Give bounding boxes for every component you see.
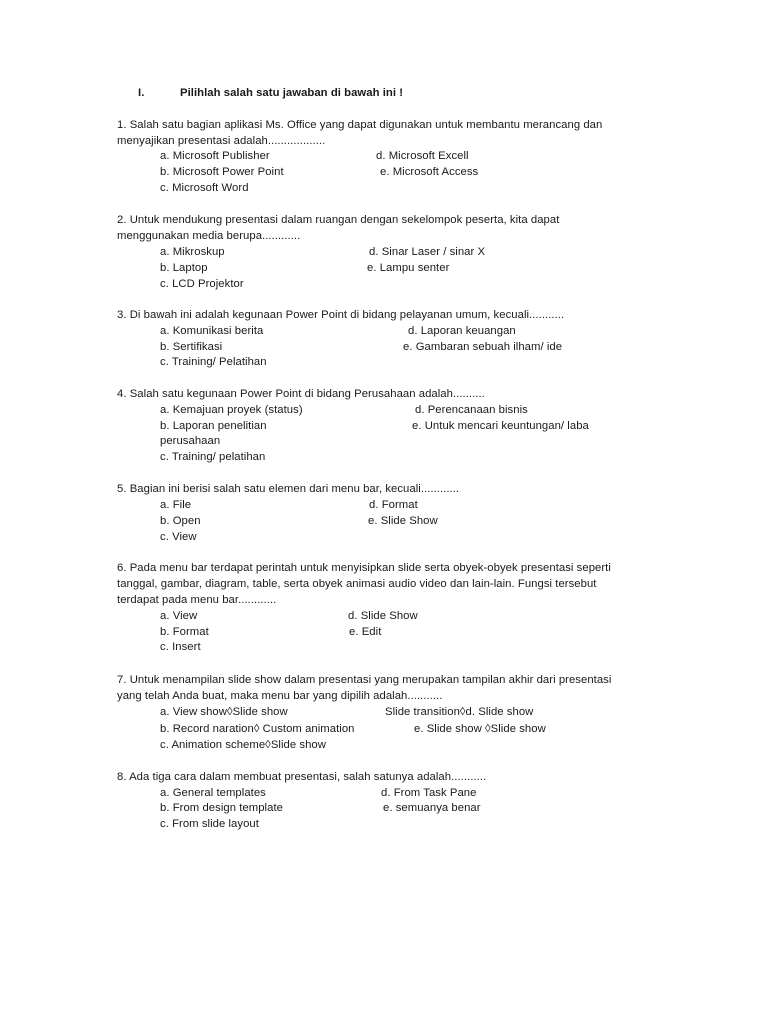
question-text: 6. Pada menu bar terdapat perintah untuk menyisipkan slide serta obyek-obyek presentasi seperti: [117, 562, 611, 574]
option-a: a. Microsoft Publisher: [160, 150, 270, 162]
option-a: a. View show◊Slide show: [160, 706, 288, 718]
question-text: 3. Di bawah ini adalah kegunaan Power Point di bidang pelayanan umum, kecuali...........: [117, 309, 565, 321]
option-d: d. Perencanaan bisnis: [415, 404, 528, 416]
option-c: c. Training/ pelatihan: [160, 451, 266, 463]
option-b: b. Open: [160, 515, 201, 527]
question-text: menyajikan presentasi adalah..................: [117, 135, 326, 147]
question-text: 1. Salah satu bagian aplikasi Ms. Office yang dapat digunakan untuk membantu merancang dan: [117, 119, 603, 131]
option-e: e. semuanya benar: [383, 802, 481, 814]
question-text: 7. Untuk menampilan slide show dalam presentasi yang merupakan tampilan akhir dari presentasi: [117, 674, 612, 686]
option-e: e. Edit: [349, 626, 382, 638]
option-a: a. Komunikasi berita: [160, 325, 264, 337]
option-a: a. View: [160, 610, 198, 622]
option-b: b. Laptop: [160, 262, 208, 274]
option-c: c. Animation scheme◊Slide show: [160, 739, 326, 751]
question-text: 2. Untuk mendukung presentasi dalam ruangan dengan sekelompok peserta, kita dapat: [117, 214, 560, 226]
option-c: c. Microsoft Word: [160, 182, 249, 194]
option-e: e. Slide Show: [368, 515, 438, 527]
question-text: yang telah Anda buat, maka menu bar yang dipilih adalah...........: [117, 690, 443, 702]
option-a: a. Mikroskup: [160, 246, 225, 258]
option-d: d. From Task Pane: [381, 787, 477, 799]
option-c: c. Training/ Pelatihan: [160, 356, 267, 368]
question-text: terdapat pada menu bar............: [117, 594, 277, 606]
option-b: b. Microsoft Power Point: [160, 166, 284, 178]
question-text: 4. Salah satu kegunaan Power Point di bidang Perusahaan adalah..........: [117, 388, 485, 400]
option-b: b. Format: [160, 626, 209, 638]
option-c: c. Insert: [160, 641, 201, 653]
option-a: a. File: [160, 499, 192, 511]
option-d: d. Sinar Laser / sinar X: [369, 246, 486, 258]
option-b-wrap: perusahaan: [160, 435, 221, 447]
option-d: d. Laporan keuangan: [408, 325, 516, 337]
option-a: a. Kemajuan proyek (status): [160, 404, 303, 416]
option-c: c. View: [160, 531, 197, 543]
option-d: Slide transition◊d. Slide show: [385, 706, 534, 718]
option-b: b. From design template: [160, 802, 283, 814]
option-d: d. Microsoft Excell: [376, 150, 469, 162]
option-b: b. Record naration◊ Custom animation: [160, 723, 355, 735]
question-text: 5. Bagian ini berisi salah satu elemen dari menu bar, kecuali............: [117, 483, 460, 495]
question-text: menggunakan media berupa............: [117, 230, 301, 242]
option-a: a. General templates: [160, 787, 266, 799]
option-e: e. Microsoft Access: [380, 166, 479, 178]
option-b: b. Sertifikasi: [160, 341, 223, 353]
option-d: d. Slide Show: [348, 610, 418, 622]
option-e: e. Gambaran sebuah ilham/ ide: [403, 341, 563, 353]
option-e: e. Untuk mencari keuntungan/ laba: [412, 420, 589, 432]
question-text: 8. Ada tiga cara dalam membuat presentasi, salah satunya adalah...........: [117, 771, 487, 783]
option-e: e. Lampu senter: [367, 262, 450, 274]
option-c: c. LCD Projektor: [160, 278, 244, 290]
option-e: e. Slide show ◊Slide show: [414, 723, 546, 735]
section-instruction: Pilihlah salah satu jawaban di bawah ini !: [180, 87, 404, 99]
option-d: d. Format: [369, 499, 418, 511]
option-b: b. Laporan penelitian: [160, 420, 267, 432]
option-c: c. From slide layout: [160, 818, 259, 830]
section-numeral: I.: [138, 87, 145, 99]
question-text: tanggal, gambar, diagram, table, serta obyek animasi audio video dan lain-lain. Fungsi tersebut: [117, 578, 597, 590]
